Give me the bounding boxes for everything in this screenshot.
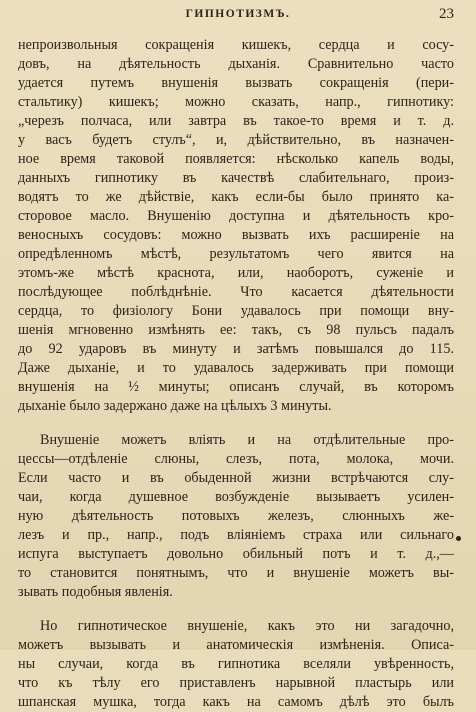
running-head: ГИПНОТИЗМЪ. <box>185 8 291 20</box>
text-line: водятъ то же дѣйствіе, какъ если-бы было принято ка- <box>18 189 454 205</box>
text-line: до 92 ударовъ въ минуту и затѣмъ повышался до 115. <box>18 341 454 357</box>
text-line: Но гипнотическое внушеніе, какъ это ни загадочно, <box>40 618 454 634</box>
text-line: сторовое масло. Внушенію доступна и дѣятельность кро- <box>18 208 454 224</box>
text-line: лезъ и пр., напр., подъ вліяніемъ страха или сильнаго <box>18 527 454 543</box>
text-line: стальтику) кишекъ; можно сказать, напр., гипнотику: <box>18 94 454 110</box>
text-line: внушенія на ½ минуты; описанъ случай, въ которомъ <box>18 379 454 395</box>
text-line: этомъ-же мѣстѣ краснота, или, наоборотъ, суженіе и <box>18 265 454 281</box>
paragraph-spacer <box>18 416 454 431</box>
text-line: сердца, то физіологу Бони удавалось при помощи вну- <box>18 303 454 319</box>
text-line: шенія мгновенно измѣнять ее: такъ, съ 98 пульсъ падалъ <box>18 322 454 338</box>
text-line: дыханіе было задержано даже на цѣлыхъ 3 минуты. <box>18 398 332 414</box>
page-number: 23 <box>439 6 454 22</box>
text-line: удается путемъ внушенія вызвать сокращенія (пери- <box>18 75 454 91</box>
text-line: „черезъ полчаса, или завтра въ такое-то время и т. д. <box>18 113 454 129</box>
text-line: непроизвольныя сокращенія кишекъ, сердца и сосу- <box>18 37 454 53</box>
paragraph-spacer <box>18 602 454 617</box>
text-line: послѣдующее поблѣднѣніе. Что касается дѣятельности <box>18 284 454 300</box>
text-line: ное время таковой появляется: нѣсколько капель воды, <box>18 151 454 167</box>
text-line: Даже дыханіе, и то удавалось задерживать при помощи <box>18 360 454 376</box>
text-line: данныхъ гипнотику въ качествѣ слабительнаго, произ- <box>18 170 454 186</box>
text-line: шпанская мушка, тогда какъ на самомъ дѣлѣ это былъ <box>18 694 454 710</box>
text-line: цессы—отдѣленіе слюны, слезъ, пота, молока, мочи. <box>18 451 454 467</box>
text-line: ную дѣятельность потовыхъ железъ, слюнныхъ же- <box>18 508 454 524</box>
text-line: ны случаи, когда въ гипнотика вселяли увѣренность, <box>18 656 454 672</box>
text-line: испуга выступаетъ довольно обильный потъ и т. д.,— <box>18 546 454 562</box>
text-line: опредѣленномъ мѣстѣ, результатомъ чего явится на <box>18 246 454 262</box>
body-text <box>18 36 454 712</box>
paragraph-3 <box>18 617 454 712</box>
text-line: веносныхъ сосудовъ: можно вызвать ихъ расширеніе на <box>18 227 454 243</box>
text-line: зывать подобныя явленія. <box>18 584 173 600</box>
text-line: то становится понятнымъ, что и внушеніе можетъ вы- <box>18 565 454 581</box>
text-line: чаи, когда душевное возбужденіе вызываетъ усилен- <box>18 489 454 505</box>
ink-dot <box>456 536 461 541</box>
text-line: у васъ будетъ стулъ“, и, дѣйствительно, въ назначен- <box>18 132 454 148</box>
page-header <box>0 6 476 26</box>
paragraph-2 <box>18 431 454 602</box>
text-line: довъ, на дѣятельность дыханія. Сравнительно часто <box>18 56 454 72</box>
text-line: Внушеніе можетъ вліять и на отдѣлительные про- <box>40 432 454 448</box>
text-line: Если часто и въ обыденной жизни встрѣчаются слу- <box>18 470 454 486</box>
paragraph-1 <box>18 36 454 416</box>
text-line: можетъ вызывать и анатомическія измѣненія. Описа- <box>18 637 454 653</box>
text-line: что къ тѣлу его приставленъ нарывной пластырь или <box>18 675 454 691</box>
